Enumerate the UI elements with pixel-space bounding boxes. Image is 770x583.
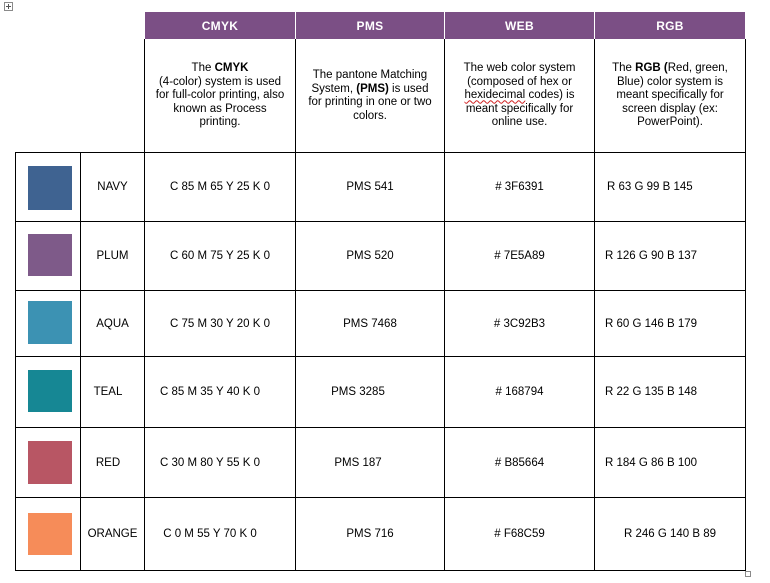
swatch-aqua	[28, 301, 72, 344]
cmyk-value: C 60 M 75 Y 25 K 0	[170, 250, 270, 262]
rgb-value: R 126 G 90 B 137	[605, 250, 698, 262]
description-rgb: The RGB (Red, green, Blue) color system is meant specifically for screen display (ex: PowerPoint).	[612, 62, 728, 129]
cmyk-value: C 30 M 80 Y 55 K 0	[160, 456, 260, 469]
pms-value: PMS 520	[346, 250, 394, 262]
table-move-handle-icon[interactable]	[4, 2, 13, 11]
web-value: # B85664	[494, 456, 545, 469]
web-value: # 168794	[495, 386, 544, 398]
swatch-navy	[28, 166, 72, 210]
color-name: PLUM	[96, 250, 129, 262]
pms-value: PMS 187	[334, 456, 382, 469]
swatch-plum	[28, 234, 72, 276]
header-web: WEB	[445, 12, 594, 39]
header-cmyk: CMYK	[145, 12, 295, 39]
cmyk-value: C 85 M 65 Y 25 K 0	[170, 181, 270, 193]
rgb-value: R 184 G 86 B 100	[605, 456, 698, 469]
swatch-red	[28, 441, 72, 484]
cmyk-value: C 0 M 55 Y 70 K 0	[163, 528, 257, 540]
web-value: # 3C92B3	[493, 317, 546, 330]
color-name: ORANGE	[87, 528, 138, 540]
pms-value: PMS 3285	[331, 386, 385, 398]
swatch-orange	[28, 513, 72, 555]
swatch-teal	[28, 370, 72, 412]
description-pms: The pantone Matching System, (PMS) is used for printing in one or two colors.	[308, 69, 432, 122]
spelling-error-word: hexidecimal	[464, 89, 526, 102]
pms-value: PMS 7468	[343, 317, 397, 330]
cmyk-value: C 85 M 35 Y 40 K 0	[160, 386, 260, 398]
color-name: TEAL	[93, 386, 123, 398]
description-cmyk: The CMYK (4-color) system is used for full-color printing, also known as Process printing.	[155, 62, 285, 129]
color-name: AQUA	[96, 317, 129, 330]
grid-line	[15, 570, 746, 571]
grid-line	[745, 39, 746, 571]
table-resize-handle-icon[interactable]	[745, 571, 751, 577]
pms-value: PMS 541	[346, 181, 394, 193]
rgb-value: R 246 G 140 B 89	[623, 528, 717, 540]
description-web: The web color system (composed of hex or hexidecimal codes) is meant specifically for online use.	[463, 62, 576, 129]
web-value: # F68C59	[494, 528, 545, 540]
header-pms: PMS	[296, 12, 444, 39]
pms-value: PMS 716	[346, 528, 394, 540]
rgb-value: R 63 G 99 B 145	[607, 181, 693, 193]
cmyk-value: C 75 M 30 Y 20 K 0	[170, 317, 270, 330]
color-name: NAVY	[97, 181, 128, 193]
web-value: # 3F6391	[495, 181, 544, 193]
color-name: RED	[95, 456, 121, 469]
rgb-value: R 60 G 146 B 179	[605, 317, 698, 330]
rgb-value: R 22 G 135 B 148	[605, 386, 698, 398]
header-rgb: RGB	[595, 12, 745, 39]
grid-line	[15, 152, 16, 571]
web-value: # 7E5A89	[494, 250, 545, 262]
